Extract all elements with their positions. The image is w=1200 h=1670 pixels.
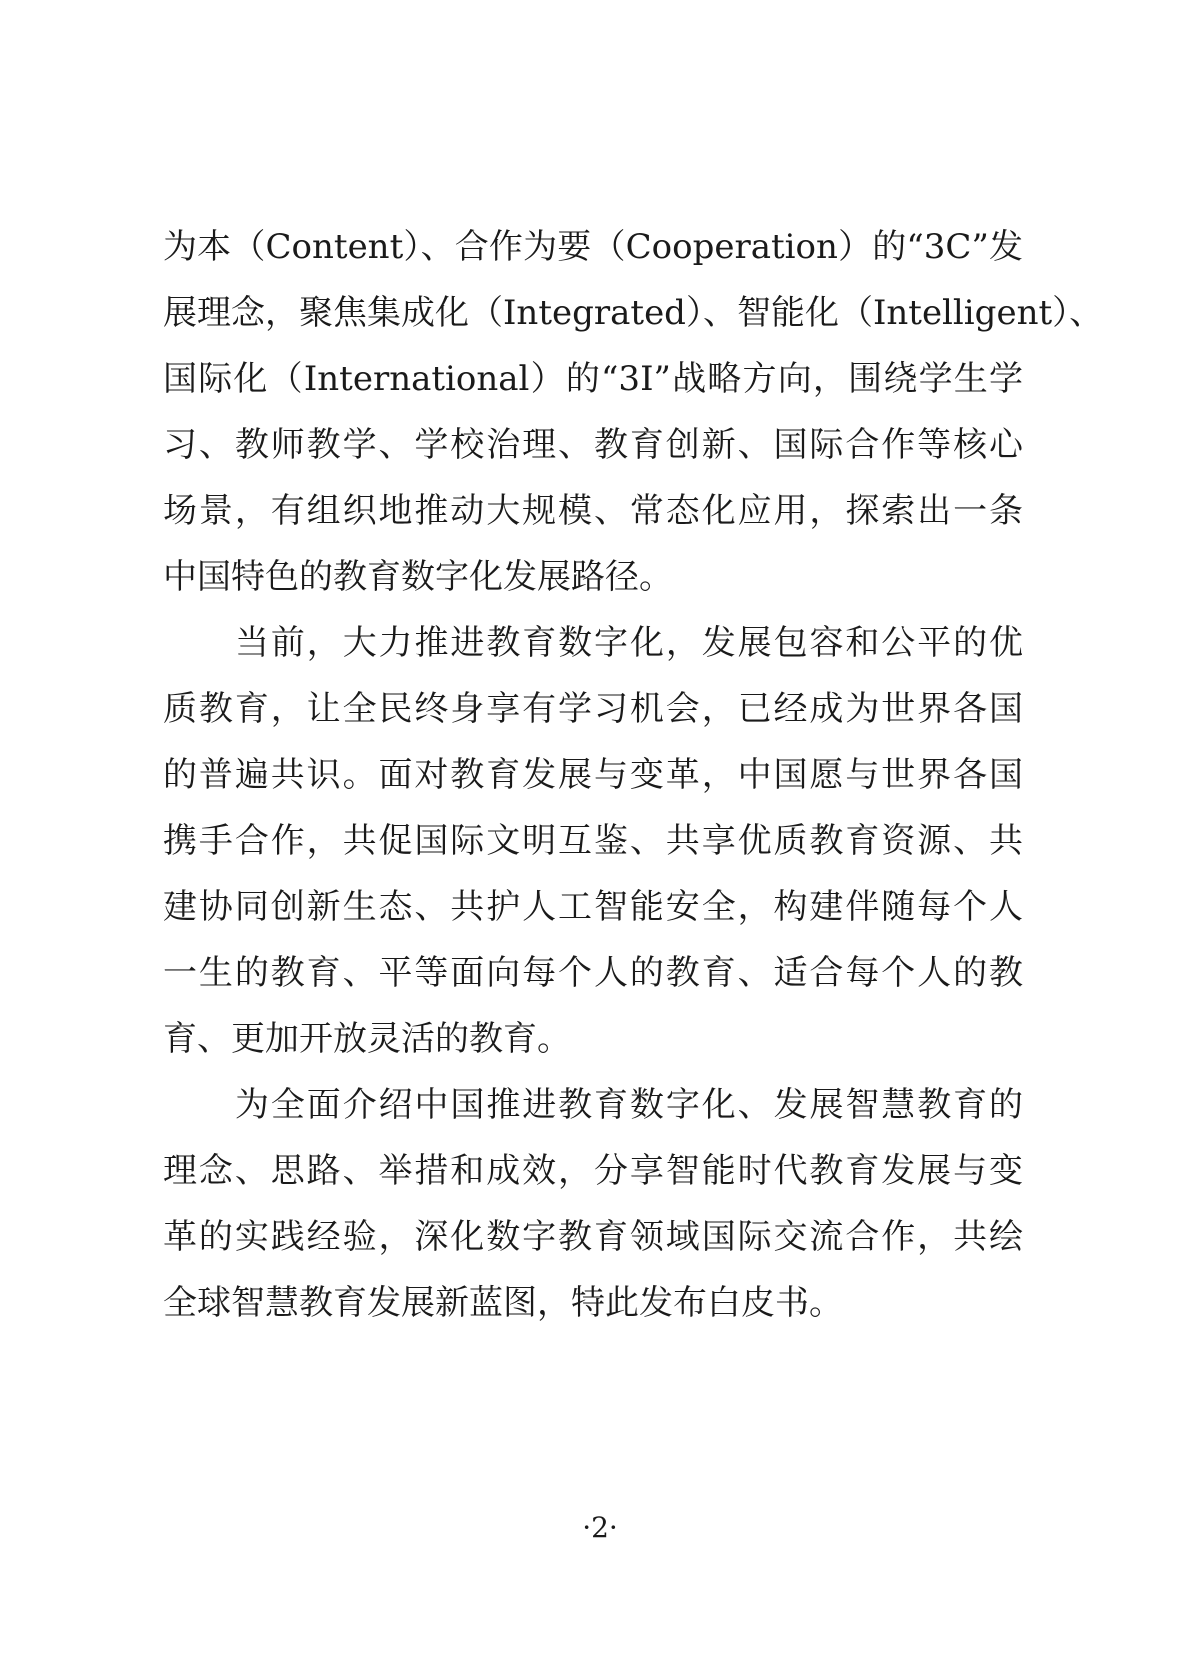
paragraph-1-line-3: 国际化（International）的“3I”战略方向，围绕学生学 bbox=[163, 359, 1023, 399]
paragraph-2-line-2: 质教育，让全民终身享有学习机会，已经成为世界各国 bbox=[163, 689, 1023, 729]
paragraph-2-line-7: 育、更加开放灵活的教育。 bbox=[163, 1019, 571, 1059]
paragraph-1-line-4: 习、教师教学、学校治理、教育创新、国际合作等核心 bbox=[163, 425, 1023, 465]
paragraph-1-line-5: 场景，有组织地推动大规模、常态化应用，探索出一条 bbox=[163, 491, 1023, 531]
paragraph-1-line-1: 为本（Content）、合作为要（Cooperation）的“3C”发 bbox=[163, 227, 1023, 267]
paragraph-2-line-5: 建协同创新生态、共护人工智能安全，构建伴随每个人 bbox=[163, 887, 1023, 927]
paragraph-2-line-4: 携手合作，共促国际文明互鉴、共享优质教育资源、共 bbox=[163, 821, 1023, 861]
paragraph-3-line-1: 为全面介绍中国推进教育数字化、发展智慧教育的 bbox=[235, 1085, 1023, 1125]
body-text bbox=[163, 214, 1104, 1336]
paragraph-2-line-3: 的普遍共识。面对教育发展与变革，中国愿与世界各国 bbox=[163, 755, 1023, 795]
paragraph-2-line-1: 当前，大力推进教育数字化，发展包容和公平的优 bbox=[235, 623, 1023, 663]
paragraph-1-line-6: 中国特色的教育数字化发展路径。 bbox=[163, 557, 673, 597]
paragraph-1-line-2: 展理念，聚焦集成化（Integrated）、智能化（Intelligent）、 bbox=[163, 293, 1104, 333]
paragraph-3-line-3: 革的实践经验，深化数字教育领域国际交流合作，共绘 bbox=[163, 1217, 1023, 1257]
paragraph-3-line-2: 理念、思路、举措和成效，分享智能时代教育发展与变 bbox=[163, 1151, 1023, 1191]
page-number: ·2· bbox=[582, 1511, 618, 1544]
paragraph-2-line-6: 一生的教育、平等面向每个人的教育、适合每个人的教 bbox=[163, 953, 1023, 993]
paragraph-3-line-4: 全球智慧教育发展新蓝图，特此发布白皮书。 bbox=[163, 1283, 843, 1323]
